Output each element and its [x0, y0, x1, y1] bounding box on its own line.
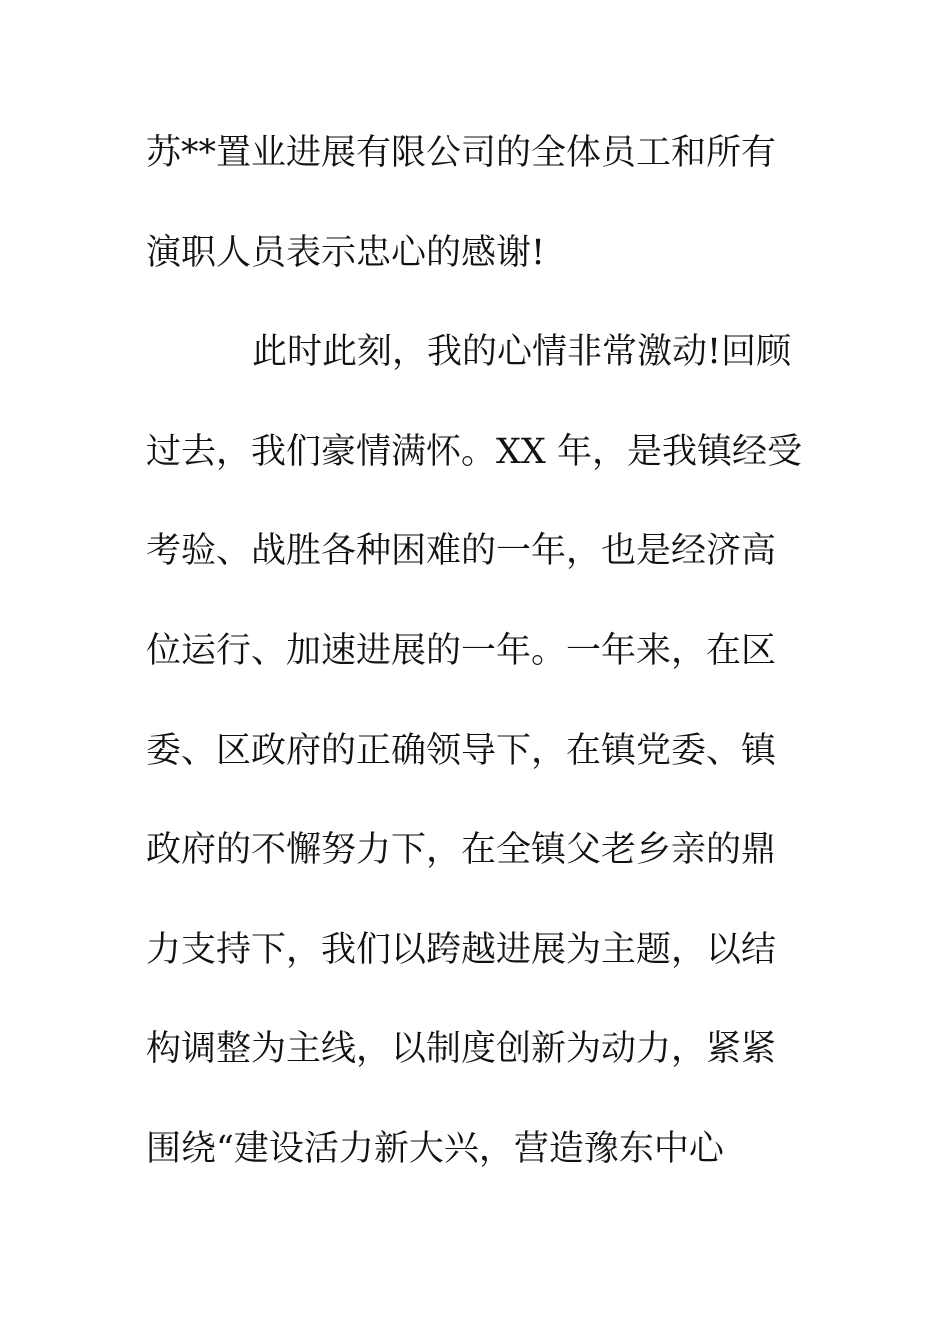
text-line: 考验、战胜各种困难的一年，也是经济高: [146, 531, 777, 572]
text-line: 位运行、加速进展的一年。一年来，在区: [146, 630, 777, 671]
text-line: 过去，我们豪情满怀。XX 年，是我镇经受: [146, 431, 802, 472]
text-line: 政府的不懈努力下，在全镇父老乡亲的鼎: [146, 830, 777, 871]
text-line: 苏**置业进展有限公司的全体员工和所有: [146, 133, 777, 173]
text-line: 委、区政府的正确领导下，在镇党委、镇: [146, 730, 777, 771]
body-text: [146, 122, 806, 1218]
paragraph-first-line: 此时此刻，我的心情非常激动!回顾: [252, 332, 792, 373]
text-line: 围绕“建设活力新大兴，营造豫东中心: [146, 1128, 724, 1169]
text-line: 力支持下，我们以跨越进展为主题，以结: [146, 929, 777, 970]
text-line: 构调整为主线，以制度创新为动力，紧紧: [146, 1029, 777, 1070]
text-line: 演职人员表示忠心的感谢!: [146, 232, 546, 273]
